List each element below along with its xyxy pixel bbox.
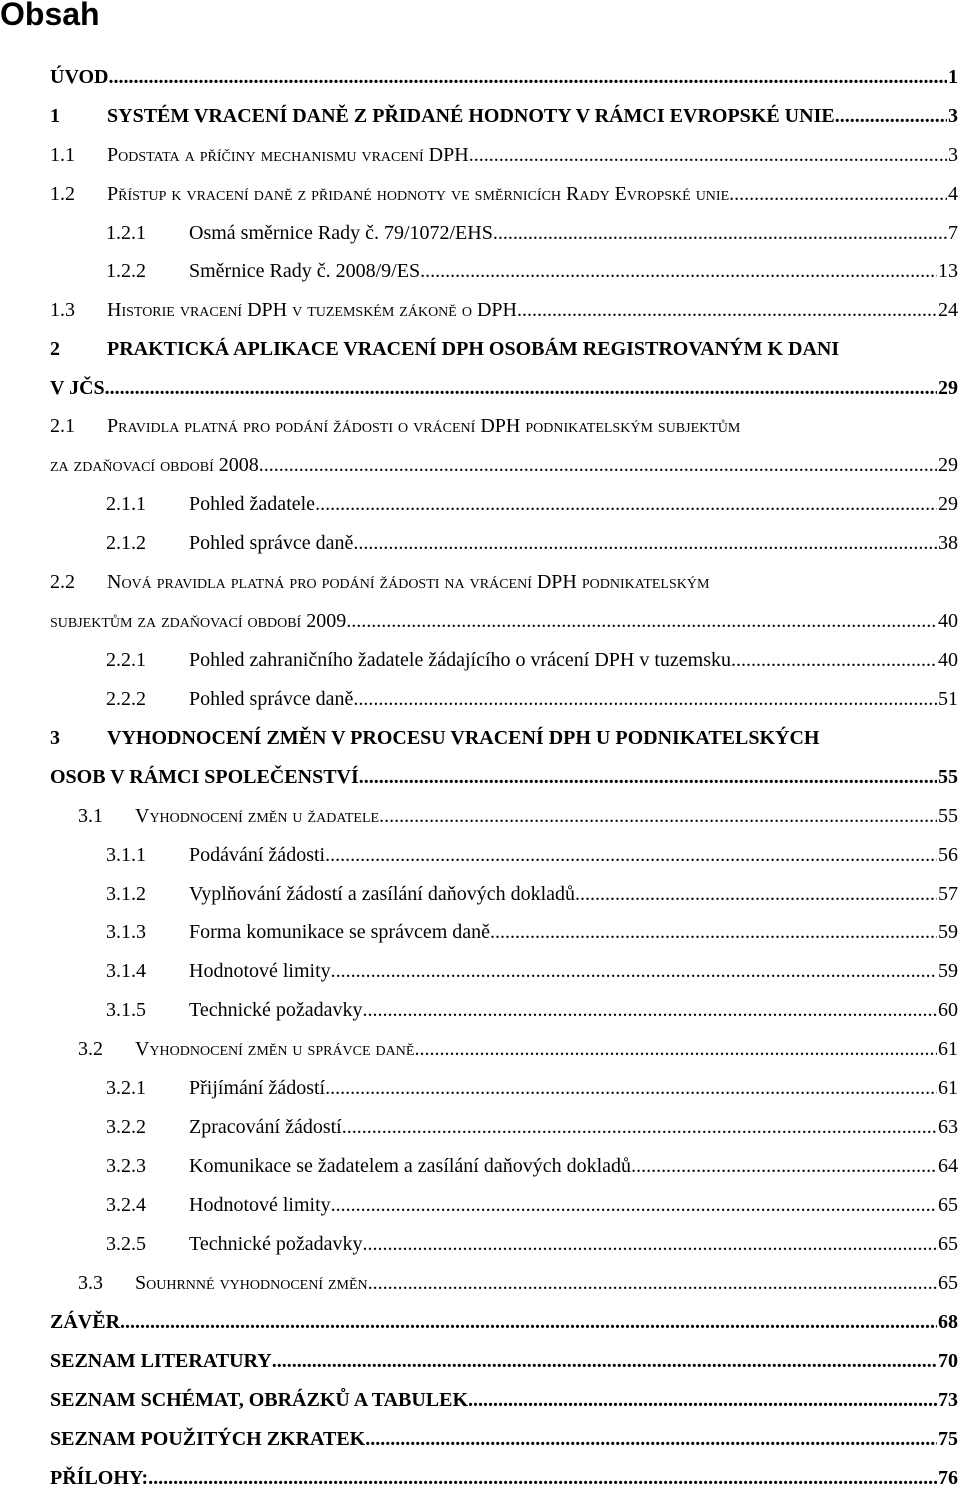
toc-entry-number: 1.2.2 xyxy=(106,260,146,282)
toc-entry-page: 59 xyxy=(938,960,958,982)
dot-leader xyxy=(109,62,948,92)
toc-entry[interactable] xyxy=(0,917,960,947)
toc-entry-title: VYHODNOCENÍ ZMĚN V PROCESU VRACENÍ DPH U PODNIKATELSKÝCH xyxy=(107,727,820,749)
dot-leader xyxy=(346,606,937,636)
toc-entry[interactable] xyxy=(0,1424,960,1454)
toc-entry-number: 3.1.2 xyxy=(106,883,146,905)
toc-entry-title: Souhrnné vyhodnocení změn xyxy=(135,1272,368,1294)
toc-entry-title: ZÁVĚR xyxy=(50,1311,121,1333)
toc-entry-title: SEZNAM LITERATURY xyxy=(50,1350,272,1372)
toc-entry-title: za zdaňovací období 2008 xyxy=(50,454,259,476)
toc-entry-page: 70 xyxy=(938,1350,958,1372)
toc-entry-title: Vyplňování žádostí a zasílání daňových dokladů xyxy=(189,883,576,905)
toc-entry-page: 24 xyxy=(938,299,958,321)
toc-entry[interactable] xyxy=(0,450,960,480)
dot-leader xyxy=(368,1268,937,1298)
toc-entry-page: 7 xyxy=(948,222,958,244)
dot-leader xyxy=(835,101,947,131)
toc-entry-page: 56 xyxy=(938,844,958,866)
toc-entry-title: Pohled žadatele xyxy=(189,493,316,515)
toc-entry[interactable] xyxy=(0,1190,960,1220)
dot-leader xyxy=(363,995,937,1025)
toc-entry[interactable] xyxy=(0,762,960,792)
dot-leader xyxy=(575,879,937,909)
toc-entry[interactable] xyxy=(0,1463,960,1493)
dot-leader xyxy=(631,1151,937,1181)
toc-entry-number: 2.1.1 xyxy=(106,493,146,515)
toc-entry-page: 29 xyxy=(938,377,958,399)
toc-entry-title: V JČS xyxy=(50,377,105,399)
toc-entry-title: subjektům za zdaňovací období 2009 xyxy=(50,610,347,632)
toc-entry-title: Nová pravidla platná pro podání žádosti na vrácení DPH podnikatelským xyxy=(107,571,710,593)
toc-entry[interactable] xyxy=(0,62,960,92)
dot-leader xyxy=(120,1307,937,1337)
toc-entry[interactable] xyxy=(0,606,960,636)
toc-entry[interactable] xyxy=(0,256,960,286)
dot-leader xyxy=(331,956,937,986)
toc-entry-page: 40 xyxy=(938,649,958,671)
toc-entry[interactable] xyxy=(0,645,960,675)
toc-entry-page: 55 xyxy=(938,766,958,788)
toc-entry[interactable] xyxy=(0,1346,960,1376)
toc-entry[interactable] xyxy=(0,1112,960,1142)
toc-entry[interactable] xyxy=(0,1385,960,1415)
toc-entry-page: 1 xyxy=(948,66,958,88)
dot-leader xyxy=(325,1073,937,1103)
toc-entry-number: 3.1.1 xyxy=(106,844,146,866)
toc-entry-page: 55 xyxy=(938,805,958,827)
dot-leader xyxy=(272,1346,937,1376)
toc-entry-number: 2.1 xyxy=(50,415,75,437)
toc-entry-title: Komunikace se žadatelem a zasílání daňových dokladů xyxy=(189,1155,632,1177)
toc-entry-number: 3.2.4 xyxy=(106,1194,146,1216)
toc-entry-number: 3.1.4 xyxy=(106,960,146,982)
toc-entry-title: Pohled správce daně xyxy=(189,688,354,710)
toc-entry-page: 40 xyxy=(938,610,958,632)
toc-entry-title: ÚVOD xyxy=(50,66,109,88)
toc-entry-title: SYSTÉM VRACENÍ DANĚ Z PŘIDANÉ HODNOTY V RÁMCI EVROPSKÉ UNIE xyxy=(107,105,835,127)
dot-leader xyxy=(325,840,937,870)
toc-entry[interactable] xyxy=(0,879,960,909)
toc-entry-page: 60 xyxy=(938,999,958,1021)
toc-entry-page: 65 xyxy=(938,1272,958,1294)
toc-entry-page: 76 xyxy=(938,1467,958,1489)
toc-entry-page: 4 xyxy=(948,183,958,205)
toc-entry[interactable] xyxy=(0,723,960,753)
toc-entry-page: 64 xyxy=(938,1155,958,1177)
dot-leader xyxy=(148,1463,937,1493)
toc-entry-page: 65 xyxy=(938,1233,958,1255)
toc-entry-number: 2.2.1 xyxy=(106,649,146,671)
dot-leader xyxy=(414,1034,937,1064)
dot-leader xyxy=(342,1112,937,1142)
toc-entry-page: 3 xyxy=(948,105,958,127)
toc-entry-number: 1.1 xyxy=(50,144,75,166)
toc-entry-page: 13 xyxy=(938,260,958,282)
toc-entry-page: 29 xyxy=(938,454,958,476)
toc-entry-number: 2.1.2 xyxy=(106,532,146,554)
toc-entry[interactable] xyxy=(0,101,960,131)
toc-entry-number: 3.2.1 xyxy=(106,1077,146,1099)
toc-entry[interactable] xyxy=(0,1151,960,1181)
toc-entry-title: SEZNAM SCHÉMAT, OBRÁZKŮ A TABULEK xyxy=(50,1389,469,1411)
toc-entry-title: Směrnice Rady č. 2008/9/ES xyxy=(189,260,421,282)
toc-entry[interactable] xyxy=(0,684,960,714)
toc-entry-title: Pravidla platná pro podání žádosti o vrácení DPH podnikatelským subjektům xyxy=(107,415,741,437)
toc-entry[interactable] xyxy=(0,411,960,441)
toc-entry-page: 61 xyxy=(938,1077,958,1099)
toc-entry-number: 1.2.1 xyxy=(106,222,146,244)
toc-entry-title: PŘÍLOHY: xyxy=(50,1467,149,1489)
toc-entry-page: 63 xyxy=(938,1116,958,1138)
toc-entry-title: OSOB V RÁMCI SPOLEČENSTVÍ xyxy=(50,766,359,788)
toc-entry-title: Osmá směrnice Rady č. 79/1072/EHS xyxy=(189,222,493,244)
dot-leader xyxy=(259,450,937,480)
toc-entry[interactable] xyxy=(0,567,960,597)
toc-entry[interactable] xyxy=(0,1073,960,1103)
dot-leader xyxy=(353,528,937,558)
toc-entry-title: Pohled správce daně xyxy=(189,532,354,554)
toc-entry-title: Pohled zahraničního žadatele žádajícího o vrácení DPH v tuzemsku xyxy=(189,649,732,671)
toc-entry[interactable] xyxy=(0,373,960,403)
toc-entry[interactable] xyxy=(0,489,960,519)
toc-entry-title: SEZNAM POUŽITÝCH ZKRATEK xyxy=(50,1428,366,1450)
toc-entry-page: 3 xyxy=(948,144,958,166)
toc-entry-number: 3 xyxy=(50,727,60,749)
toc-entry[interactable] xyxy=(0,1268,960,1298)
toc-entry[interactable] xyxy=(0,1229,960,1259)
toc-entry-number: 2.2 xyxy=(50,571,75,593)
dot-leader xyxy=(729,179,947,209)
toc-entry-page: 61 xyxy=(938,1038,958,1060)
toc-entry-title: Hodnotové limity xyxy=(189,960,331,982)
toc-entry[interactable] xyxy=(0,840,960,870)
toc-entry-page: 57 xyxy=(938,883,958,905)
toc-entry[interactable] xyxy=(0,528,960,558)
toc-entry-number: 3.1 xyxy=(78,805,103,827)
dot-leader xyxy=(420,256,937,286)
toc-entry-title: Historie vracení DPH v tuzemském zákoně o DPH xyxy=(107,299,517,321)
dot-leader xyxy=(105,373,937,403)
toc-entry-number: 3.2.5 xyxy=(106,1233,146,1255)
toc-entry-title: Vyhodnocení změn u správce daně xyxy=(135,1038,415,1060)
toc-entry-page: 73 xyxy=(938,1389,958,1411)
toc-entry-title: Podávání žádosti xyxy=(189,844,326,866)
dot-leader xyxy=(490,917,937,947)
toc-entry-title: Technické požadavky xyxy=(189,1233,363,1255)
toc-entry[interactable] xyxy=(0,1034,960,1064)
page-title: Obsah xyxy=(0,0,100,32)
toc-entry[interactable] xyxy=(0,334,960,364)
toc-entry-number: 3.1.3 xyxy=(106,921,146,943)
toc-entry[interactable] xyxy=(0,295,960,325)
toc-entry-number: 3.2.3 xyxy=(106,1155,146,1177)
toc-entry[interactable] xyxy=(0,801,960,831)
toc-entry[interactable] xyxy=(0,218,960,248)
toc-entry-title: Přístup k vracení daně z přidané hodnoty ve směrnicích Rady Evropské unie xyxy=(107,183,730,205)
toc-entry-page: 65 xyxy=(938,1194,958,1216)
toc-entry-title: Hodnotové limity xyxy=(189,1194,331,1216)
dot-leader xyxy=(331,1190,937,1220)
dot-leader xyxy=(493,218,947,248)
toc-entry-title: Zpracování žádostí xyxy=(189,1116,342,1138)
toc-entry-number: 3.3 xyxy=(78,1272,103,1294)
toc-entry-title: PRAKTICKÁ APLIKACE VRACENÍ DPH OSOBÁM REGISTROVANÝM K DANI xyxy=(107,338,840,360)
toc-entry-title: Technické požadavky xyxy=(189,999,363,1021)
dot-leader xyxy=(363,1229,937,1259)
toc-entry[interactable] xyxy=(0,179,960,209)
toc-entry-page: 75 xyxy=(938,1428,958,1450)
toc-entry-number: 2 xyxy=(50,338,60,360)
dot-leader xyxy=(359,762,937,792)
toc-entry-number: 1.3 xyxy=(50,299,75,321)
dot-leader xyxy=(468,1385,937,1415)
dot-leader xyxy=(469,140,947,170)
dot-leader xyxy=(731,645,937,675)
toc-entry[interactable] xyxy=(0,956,960,986)
toc-entry-page: 68 xyxy=(938,1311,958,1333)
dot-leader xyxy=(379,801,937,831)
dot-leader xyxy=(517,295,937,325)
toc-entry-number: 3.1.5 xyxy=(106,999,146,1021)
dot-leader xyxy=(315,489,937,519)
toc-entry-number: 2.2.2 xyxy=(106,688,146,710)
toc-entry-title: Přijímání žádostí xyxy=(189,1077,326,1099)
toc-entry-page: 29 xyxy=(938,493,958,515)
toc-entry[interactable] xyxy=(0,1307,960,1337)
toc-entry-title: Forma komunikace se správcem daně xyxy=(189,921,491,943)
dot-leader xyxy=(365,1424,937,1454)
toc-entry-number: 1 xyxy=(50,105,60,127)
toc-entry-title: Vyhodnocení změn u žadatele xyxy=(135,805,380,827)
toc-entry-page: 38 xyxy=(938,532,958,554)
toc-entry[interactable] xyxy=(0,140,960,170)
toc-entry-title: Podstata a příčiny mechanismu vracení DPH xyxy=(107,144,469,166)
dot-leader xyxy=(353,684,937,714)
toc-entry-page: 59 xyxy=(938,921,958,943)
toc-entry-number: 3.2.2 xyxy=(106,1116,146,1138)
toc-entry-page: 51 xyxy=(938,688,958,710)
toc-entry-number: 3.2 xyxy=(78,1038,103,1060)
toc-entry-number: 1.2 xyxy=(50,183,75,205)
toc-entry[interactable] xyxy=(0,995,960,1025)
